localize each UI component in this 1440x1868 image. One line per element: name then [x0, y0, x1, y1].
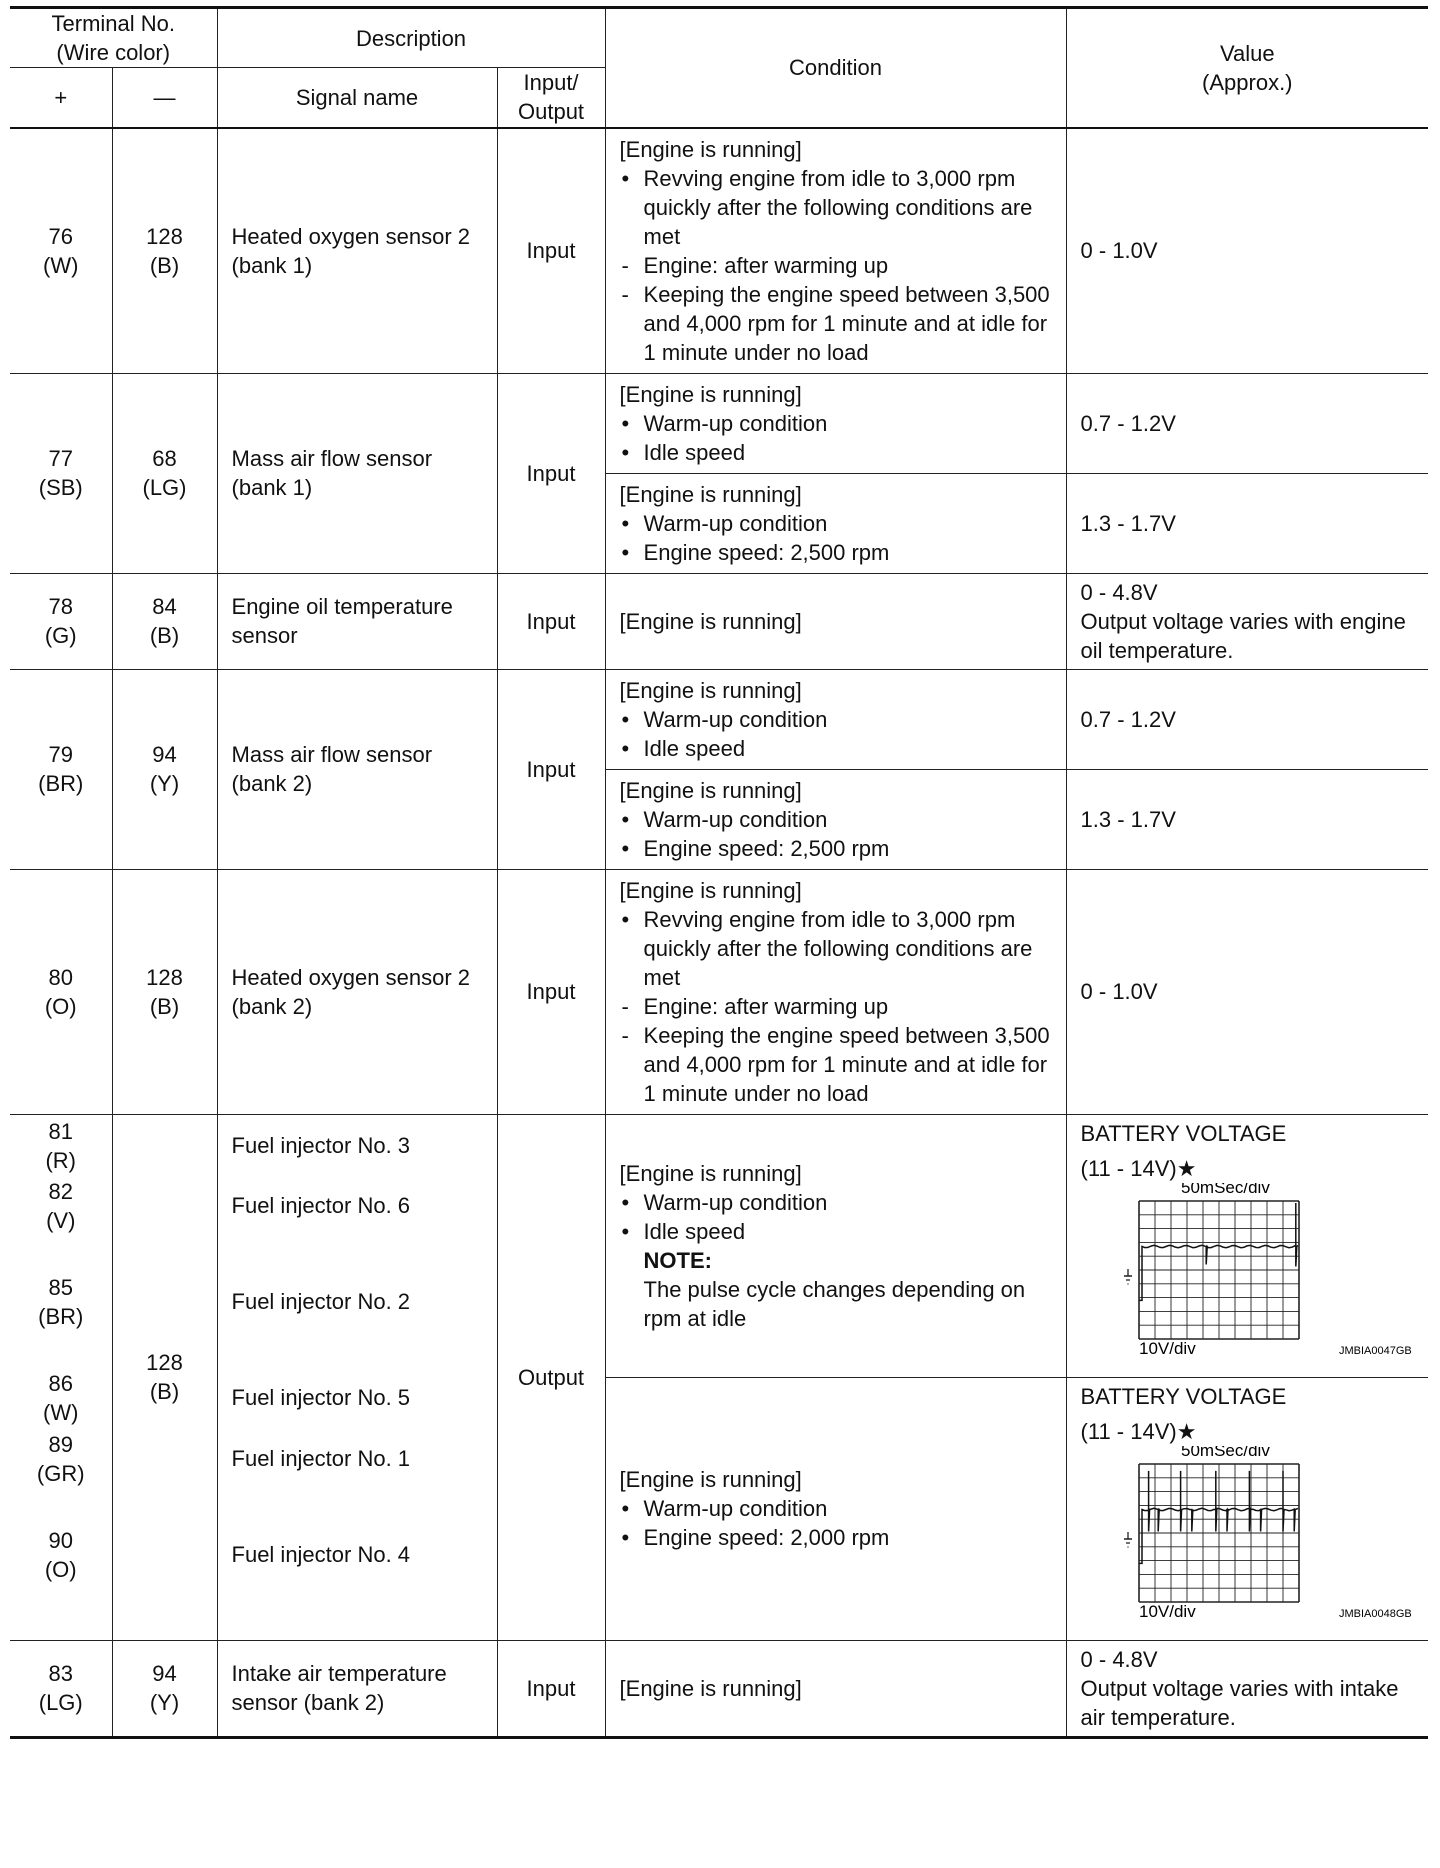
plus-terminal-cell: [10, 869, 112, 1114]
terminal-number: 80: [48, 964, 73, 990]
value-cell: 1.3 - 1.7V: [1066, 769, 1428, 869]
signal-name: Mass air flow sensor: [231, 742, 433, 767]
header-io-line1: Input/: [523, 70, 579, 96]
condition-dash-text: Keeping the engine speed between 3,500 and 4,000 rpm for 1 minute and at idle for 1 minute under no load: [643, 1022, 1050, 1106]
signal-name: Intake air temperature: [231, 1661, 447, 1686]
wire-color: (B): [149, 993, 180, 1019]
condition-bullet: • Warm-up condition: [621, 1496, 828, 1521]
value-cell: [1066, 1377, 1428, 1640]
wire-color: (B): [149, 623, 180, 648]
condition-heading: [Engine is running]: [619, 877, 802, 903]
condition-cell: [605, 128, 1066, 374]
header-value: [1066, 8, 1428, 128]
value-cell: [1066, 1640, 1428, 1737]
io-cell: Output: [497, 1114, 605, 1640]
condition-dash: - Keeping the engine speed between 3,500 and 4,000 rpm for 1 minute and at idle for 1 minute under no load: [621, 281, 1050, 365]
condition-bullet-text: Revving engine from idle to 3,000 rpm quickly after the following conditions are met: [643, 906, 1033, 990]
signal-name-cell: [217, 573, 497, 669]
header-io-line2: Output: [518, 99, 585, 125]
injector-terminal: [10, 1430, 112, 1488]
value-range: 0 - 4.8V: [1080, 1646, 1158, 1672]
wire-color: (W): [43, 1399, 79, 1425]
signal-name-cell: [217, 128, 497, 374]
minus-terminal-cell: [112, 128, 217, 374]
table-row: [10, 1114, 1428, 1377]
wire-color: (R): [45, 1147, 77, 1173]
condition-dash-text: Engine: after warming up: [643, 252, 889, 278]
plus-terminal-cell: [10, 128, 112, 374]
scope-grid: [1139, 1464, 1299, 1602]
condition-cell: [605, 373, 1066, 473]
value-note: Output voltage varies with intake: [1080, 1675, 1399, 1701]
header-description: Description: [217, 8, 605, 68]
io-cell: Input: [497, 669, 605, 869]
condition-heading: [Engine is running]: [619, 481, 802, 507]
injector-name: Fuel injector No. 3: [231, 1132, 411, 1158]
terminal-number: 83: [48, 1661, 73, 1686]
scope-time-scale: 50mSec/div: [1180, 1182, 1270, 1197]
condition-cell: [605, 1640, 1066, 1737]
terminal-number: 94: [152, 1661, 177, 1686]
minus-terminal-cell: [112, 869, 217, 1114]
condition-bullet-text: Idle speed: [643, 735, 746, 761]
terminal-number: 90: [48, 1527, 73, 1553]
condition-dash-text: Engine: after warming up: [643, 993, 889, 1019]
condition-bullet: • Revving engine from idle to 3,000 rpm quickly after the following conditions are met: [621, 165, 1033, 249]
condition-bullet-text: Warm-up condition: [643, 410, 828, 436]
table-row: [10, 1640, 1428, 1737]
wire-color: (V): [46, 1207, 76, 1233]
terminal-number: 78: [48, 594, 73, 619]
oscilloscope-waveform-2000rpm: [1081, 1446, 1426, 1636]
wire-color: (LG): [142, 475, 187, 500]
condition-bullet: • Engine speed: 2,000 rpm: [621, 1525, 890, 1550]
minus-terminal-cell: [112, 1114, 217, 1640]
wire-color: (SB): [38, 475, 83, 500]
terminal-number: 128: [146, 1350, 183, 1375]
condition-bullet-text: Engine speed: 2,000 rpm: [643, 1525, 890, 1550]
signal-name: Heated oxygen sensor 2: [231, 223, 471, 249]
signal-bank: (bank 1): [231, 252, 313, 278]
header-terminal-line1: Terminal No.: [51, 11, 175, 36]
injector-terminal: [10, 1117, 112, 1175]
condition-bullet: • Engine speed: 2,500 rpm: [621, 835, 890, 861]
io-cell: Input: [497, 128, 605, 374]
injector-terminal: [10, 1369, 112, 1427]
wire-color: (O): [44, 1556, 77, 1582]
value-note: air temperature.: [1080, 1704, 1236, 1730]
note-text: The pulse cycle changes depending on: [643, 1276, 1026, 1302]
figure-id: JMBIA0048GB: [1338, 1607, 1412, 1620]
plus-terminal-cell: [10, 1640, 112, 1737]
condition-dash: - Engine: after warming up: [621, 252, 889, 278]
scope-trace: [1139, 1470, 1298, 1563]
injector-name: Fuel injector No. 6: [231, 1192, 411, 1218]
signal-name-cell: [217, 1114, 497, 1640]
injector-name: Fuel injector No. 2: [231, 1288, 411, 1314]
table-row: [10, 869, 1428, 1114]
scope-volt-scale: 10V/div: [1138, 1338, 1196, 1358]
plus-terminal-cell: [10, 1114, 112, 1640]
header-terminal: [10, 8, 217, 68]
condition-bullet: • Warm-up condition: [621, 510, 828, 536]
condition-bullet: • Warm-up condition: [621, 706, 828, 732]
table-row: [10, 373, 1428, 473]
battery-voltage-label: BATTERY VOLTAGE: [1080, 1383, 1287, 1409]
oscilloscope-figure: [1081, 1183, 1421, 1373]
signal-name-cell: [217, 669, 497, 869]
condition-heading: [Engine is running]: [619, 677, 802, 703]
value-note: oil temperature.: [1080, 637, 1234, 663]
condition-bullet: • Idle speed: [621, 439, 746, 465]
minus-terminal-cell: [112, 669, 217, 869]
condition-bullet: • Idle speed: [621, 735, 746, 761]
minus-terminal-cell: [112, 573, 217, 669]
value-cell: 0.7 - 1.2V: [1066, 669, 1428, 769]
wire-color: (G): [44, 623, 77, 648]
terminal-number: 68: [152, 446, 177, 471]
condition-bullet-text: Idle speed: [643, 1218, 746, 1244]
signal-name: Heated oxygen sensor 2: [231, 964, 471, 990]
wire-color: (GR): [36, 1460, 85, 1486]
header-plus: +: [10, 68, 112, 128]
wire-color: (O): [44, 993, 77, 1019]
note-heading: NOTE:: [643, 1247, 712, 1273]
condition-heading: [Engine is running]: [619, 777, 802, 803]
injector-name: Fuel injector No. 5: [231, 1384, 411, 1410]
header-terminal-line2: (Wire color): [56, 40, 171, 65]
terminal-number: 86: [48, 1370, 73, 1396]
scope-grid: [1139, 1201, 1299, 1339]
minus-terminal-cell: [112, 373, 217, 573]
condition-dash: - Engine: after warming up: [621, 993, 889, 1019]
signal-bank: (bank 1): [231, 475, 313, 500]
signal-bank: (bank 2): [231, 771, 313, 796]
condition-cell: [605, 769, 1066, 869]
injector-name: Fuel injector No. 4: [231, 1541, 411, 1567]
injector-terminal: [10, 1526, 112, 1584]
header-value-line2: (Approx.): [1202, 69, 1293, 95]
figure-id: JMBIA0047GB: [1338, 1344, 1412, 1357]
header-condition: Condition: [605, 8, 1066, 128]
condition-bullet-text: Warm-up condition: [643, 1189, 828, 1215]
terminal-number: 76: [48, 223, 73, 249]
terminal-number: 128: [146, 223, 183, 249]
plus-terminal-cell: [10, 669, 112, 869]
battery-voltage-label: BATTERY VOLTAGE: [1080, 1120, 1287, 1146]
injector-terminal: [10, 1273, 112, 1331]
condition-bullet: • Engine speed: 2,500 rpm: [621, 539, 890, 565]
signal-name-cell: [217, 373, 497, 573]
injector-name: Fuel injector No. 1: [231, 1445, 411, 1471]
scope-time-scale: 50mSec/div: [1180, 1445, 1270, 1460]
ground-marker-icon: [1124, 1269, 1132, 1284]
wire-color: (BR): [38, 1303, 84, 1329]
condition-bullet-text: Warm-up condition: [643, 1496, 828, 1521]
condition-dash-text: Keeping the engine speed between 3,500 and 4,000 rpm for 1 minute and at idle for 1 minute under no load: [643, 281, 1050, 365]
value-cell: [1066, 573, 1428, 669]
table-row: [10, 128, 1428, 374]
signal-name: Mass air flow sensor: [231, 446, 433, 471]
condition-bullet: • Warm-up condition: [621, 410, 828, 436]
wire-color: (Y): [149, 1690, 180, 1715]
condition-cell: [605, 1114, 1066, 1377]
condition-bullet: • Warm-up condition: [621, 806, 828, 832]
terminal-number: 128: [146, 964, 183, 990]
condition-heading: [Engine is running]: [619, 1467, 802, 1492]
condition-bullet-text: Engine speed: 2,500 rpm: [643, 835, 890, 861]
table-row: [10, 669, 1428, 769]
terminal-number: 85: [48, 1274, 73, 1300]
value-range: 0 - 4.8V: [1080, 579, 1158, 605]
condition-cell: [605, 473, 1066, 573]
wire-color: (B): [149, 252, 180, 278]
condition-bullet-text: Revving engine from idle to 3,000 rpm quickly after the following conditions are met: [643, 165, 1033, 249]
table-row: [10, 573, 1428, 669]
note-text: rpm at idle: [643, 1305, 747, 1331]
signal-bank: sensor: [231, 623, 298, 648]
io-cell: Input: [497, 573, 605, 669]
value-cell: [1066, 1114, 1428, 1377]
value-note: Output voltage varies with engine: [1080, 608, 1406, 634]
wire-color: (BR): [38, 771, 84, 796]
terminal-number: 89: [48, 1431, 73, 1457]
scope-volt-scale: 10V/div: [1138, 1601, 1196, 1621]
condition-heading: [Engine is running]: [619, 381, 802, 407]
terminal-number: 82: [48, 1178, 73, 1204]
signal-name: Engine oil temperature: [231, 594, 453, 619]
value-cell: 0 - 1.0V: [1066, 869, 1428, 1114]
header-signal-name: Signal name: [217, 68, 497, 128]
header-minus: —: [112, 68, 217, 128]
plus-terminal-cell: [10, 573, 112, 669]
condition-bullet: • Warm-up condition: [621, 1189, 828, 1215]
terminal-number: 77: [48, 446, 73, 471]
terminal-number: 84: [152, 594, 177, 619]
value-cell: 0 - 1.0V: [1066, 128, 1428, 374]
ecm-terminal-table: [10, 6, 1428, 1739]
oscilloscope-figure: [1081, 1446, 1421, 1636]
condition-heading: [Engine is running]: [619, 1160, 802, 1186]
value-cell: 1.3 - 1.7V: [1066, 473, 1428, 573]
terminal-number: 81: [48, 1118, 73, 1144]
condition-bullet: • Idle speed: [621, 1218, 746, 1244]
io-cell: Input: [497, 1640, 605, 1737]
terminal-table-sheet: [10, 6, 1428, 1739]
wire-color: (W): [43, 252, 79, 278]
wire-color: (Y): [149, 771, 180, 796]
battery-voltage-range: (11 - 14V)★: [1080, 1418, 1197, 1444]
wire-color: (B): [149, 1379, 180, 1404]
ground-marker-icon: [1124, 1532, 1132, 1547]
condition-dash: - Keeping the engine speed between 3,500 and 4,000 rpm for 1 minute and at idle for 1 minute under no load: [621, 1022, 1050, 1106]
battery-voltage-range: (11 - 14V)★: [1080, 1155, 1197, 1181]
header-value-line1: Value: [1219, 40, 1275, 66]
oscilloscope-waveform-idle: [1081, 1183, 1426, 1373]
minus-terminal-cell: [112, 1640, 217, 1737]
signal-name-cell: [217, 1640, 497, 1737]
condition-cell: [605, 1377, 1066, 1640]
signal-bank: sensor (bank 2): [231, 1690, 385, 1715]
injector-terminal: [10, 1177, 112, 1235]
condition-bullet-text: Idle speed: [643, 439, 746, 465]
terminal-number: 94: [152, 742, 177, 767]
condition-bullet-text: Warm-up condition: [643, 510, 828, 536]
condition-bullet-text: Warm-up condition: [643, 806, 828, 832]
condition-cell: [605, 669, 1066, 769]
condition-bullet: • Revving engine from idle to 3,000 rpm quickly after the following conditions are met: [621, 906, 1033, 990]
signal-bank: (bank 2): [231, 993, 313, 1019]
condition-cell: [605, 573, 1066, 669]
header-input-output: [497, 68, 605, 128]
condition-cell: [605, 869, 1066, 1114]
scope-trace: [1139, 1203, 1298, 1300]
wire-color: (LG): [38, 1690, 83, 1715]
condition-bullet-text: Warm-up condition: [643, 706, 828, 732]
condition-heading: [Engine is running]: [619, 1675, 802, 1701]
condition-heading: [Engine is running]: [619, 136, 802, 162]
plus-terminal-cell: [10, 373, 112, 573]
io-cell: Input: [497, 373, 605, 573]
terminal-number: 79: [48, 742, 73, 767]
condition-heading: [Engine is running]: [619, 608, 802, 634]
condition-bullet-text: Engine speed: 2,500 rpm: [643, 539, 890, 565]
value-cell: 0.7 - 1.2V: [1066, 373, 1428, 473]
signal-name-cell: [217, 869, 497, 1114]
io-cell: Input: [497, 869, 605, 1114]
